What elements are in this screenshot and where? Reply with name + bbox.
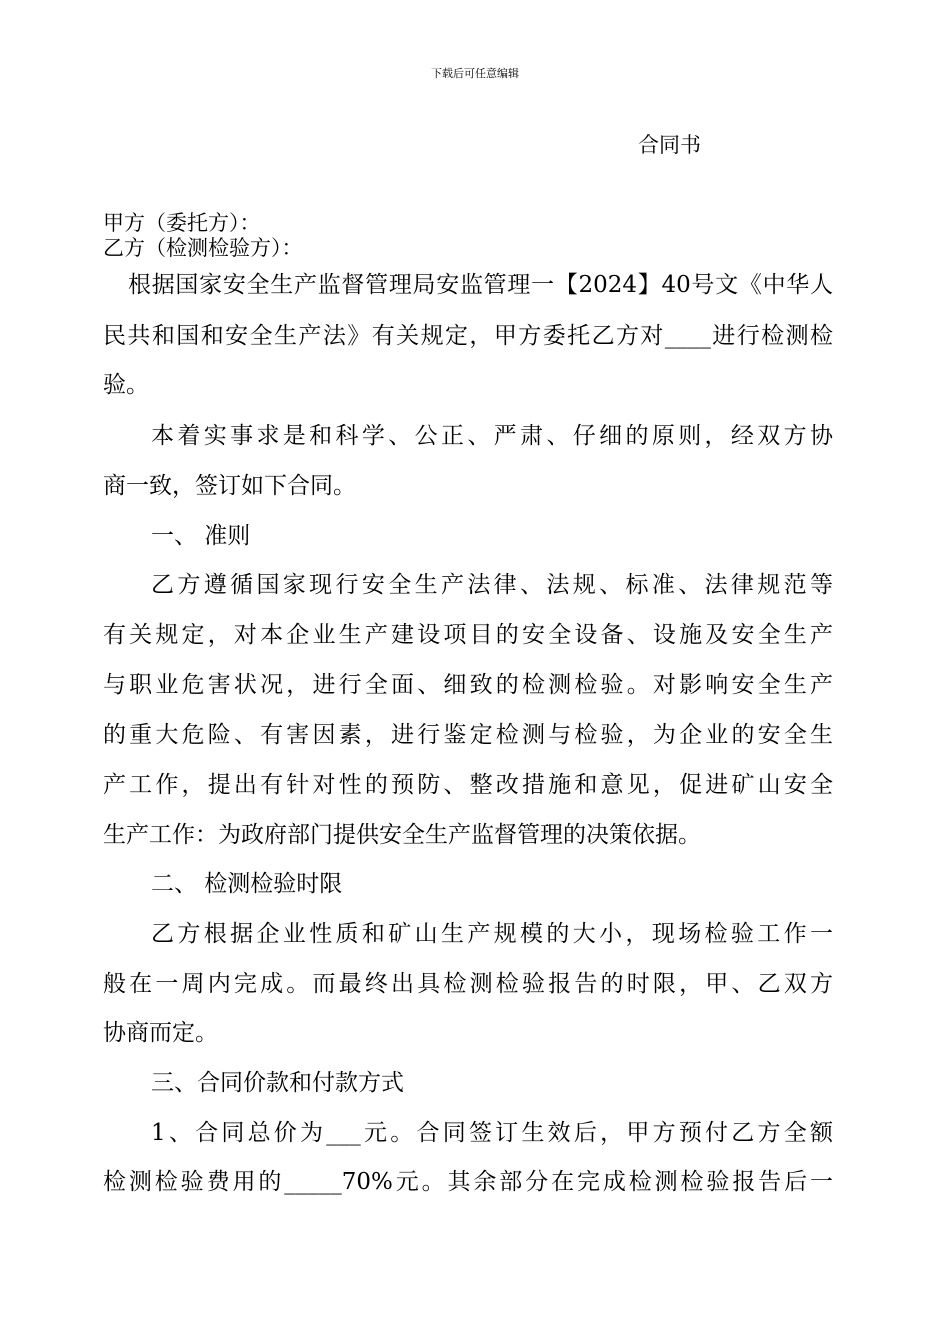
paragraph-line: 与职业危害状况，进行全面、细致的检测检验。对影响安全生产 [103,672,833,698]
paragraph-line: 协商而定。 [103,1020,218,1046]
document-title: 合同书 [638,133,701,157]
paragraph-line: 1、合同总价为___元。合同签订生效后，甲方预付乙方全额 [151,1120,833,1146]
paragraph-line: 产工作，提出有针对性的预防、整改措施和意见，促进矿山安全 [103,772,833,798]
section-heading: 一、 准则 [151,523,251,549]
paragraph-line: 生产工作：为政府部门提供安全生产监督管理的决策依据。 [103,822,701,848]
paragraph-line: 乙方遵循国家现行安全生产法律、法规、标准、法律规范等 [151,572,833,598]
section-heading: 三、合同价款和付款方式 [151,1070,404,1096]
party-b-line: 乙方（检测检验方）： [103,236,303,260]
party-a-line: 甲方（委托方）： [103,211,261,235]
paragraph-line: 民共和国和安全生产法》有关规定，甲方委托乙方对____进行检测检 [103,323,833,349]
paragraph-line: 般在一周内完成。而最终出具检测检验报告的时限，甲、乙双方 [103,971,833,997]
paragraph-line: 的重大危险、有害因素，进行鉴定检测与检验，为企业的安全生 [103,722,833,748]
paragraph-line: 本着实事求是和科学、公正、严肃、仔细的原则，经双方协 [151,423,833,449]
paragraph-line: 乙方根据企业性质和矿山生产规模的大小，现场检验工作一 [151,921,833,947]
section-heading: 二、 检测检验时限 [151,871,343,897]
paragraph-line: 有关规定，对本企业生产建设项目的安全设备、设施及安全生产 [103,622,833,648]
paragraph-line: 商一致，签订如下合同。 [103,473,356,499]
paragraph-line: 验。 [103,372,149,398]
paragraph-line: 检测检验费用的_____70%元。其余部分在完成检测检验报告后一 [103,1169,833,1195]
header-note: 下载后可任意编辑 [431,67,519,80]
paragraph-line: 根据国家安全生产监督管理局安监管理一【2024】40号文《中华人 [128,272,833,298]
